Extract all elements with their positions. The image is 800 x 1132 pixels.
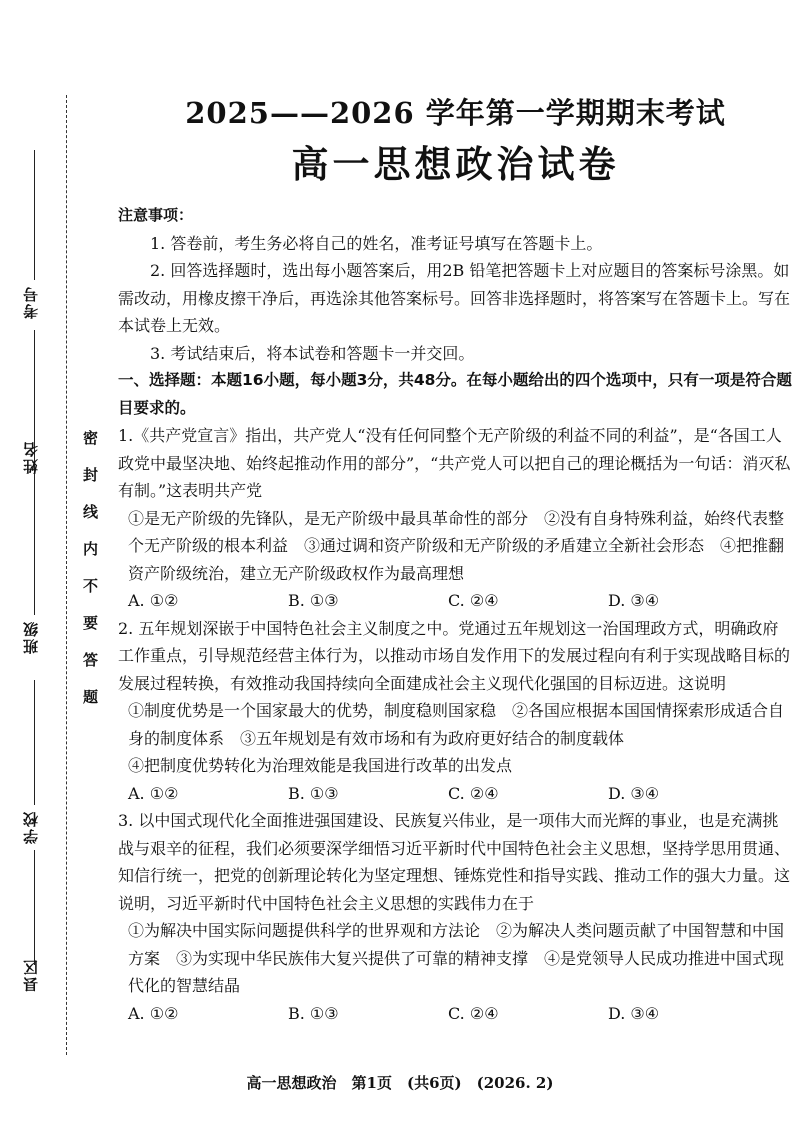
exam-title: 2025——2026 学年第一学期期末考试 <box>185 96 726 130</box>
class-blank <box>34 480 35 615</box>
question-stem: 3. 以中国式现代化全面推进强国建设、民族复兴伟业，是一项伟大而光辉的事业，也是充满挑战与艰辛的征程，我们必须要深学细悟习近平新时代中国特色社会主义思想，坚持学思用贯通、知信行统一，把党的创新理论转化为坚定理想、锤炼党性和指导实践、推动工作的强大力量。这说明，习近平新时代中国特色社会主义思想的实践伟力在于 <box>118 811 791 913</box>
section-heading: 一、选择题：本题16小题，每小题3分，共48分。在每小题给出的四个选项中，只有一项是符合题目要求的。 <box>118 371 792 417</box>
name-label: 姓名 <box>22 440 40 474</box>
question-statements: ①为解决中国实际问题提供科学的世界观和方法论 ②为解决人类问题贡献了中国智慧和中国方案 ③为实现中华民族伟大复兴提供了可靠的精神支撑 ④是党领导人民成功推进中国式现代化的智慧结晶 <box>128 921 785 995</box>
class-label: 班级 <box>22 620 40 654</box>
option-b: B. ①③ <box>288 1003 339 1023</box>
question-statements: ①制度优势是一个国家最大的优势，制度稳则国家稳 ②各国应根据本国国情探索形成适合自身的制度体系 ③五年规划是有效市场和有为政府更好结合的制度载体 <box>128 701 785 748</box>
question-stem: 2. 五年规划深嵌于中国特色社会主义制度之中。党通过五年规划这一治国理政方式，明确政府工作重点，引导规范经营主体行为，以推动市场自发作用下的发展过程向有利于实现战略目标的发展过程转换，有效推动我国持续向全面建成社会主义现代化强国的目标迈进。这说明 <box>118 618 791 693</box>
question-statements: ①是无产阶级的先锋队，是无产阶级中最具革命性的部分 ②没有自身特殊利益，始终代表整个无产阶级的根本利益 ③通过调和资产阶级和无产阶级的矛盾建立全新社会形态 ④把推翻资产阶级统治，建立无产阶级政权作为最高理想 <box>128 508 785 583</box>
exam-paper <box>118 92 793 1027</box>
exam-number-blank <box>34 150 35 280</box>
question-stem: 1.《共产党宣言》指出，共产党人“没有任何同整个无产阶级的利益不同的利益”，是“各国工人政党中最坚决地、始终起推动作用的部分”，“共产党人可以把自己的理论概括为一句话：消灭私有制。”这表明共产党 <box>118 426 791 500</box>
option-c: C. ②④ <box>448 783 499 803</box>
question-options <box>118 780 793 808</box>
exam-subtitle: 高一思想政治试卷 <box>291 142 620 186</box>
question-options <box>118 1000 793 1028</box>
option-b: B. ①③ <box>288 783 339 803</box>
note-item: 3. 考试结束后，将本试卷和答题卡一并交回。 <box>150 343 475 363</box>
option-d: D. ③④ <box>608 591 660 610</box>
school-label: 学校 <box>22 810 40 844</box>
note-item: 1. 答卷前，考生务必将自己的姓名，准考证号填写在答题卡上。 <box>150 233 603 253</box>
option-d: D. ③④ <box>608 1003 660 1023</box>
option-a: A. ①② <box>128 783 179 803</box>
question-1 <box>118 422 793 615</box>
page-footer: 高一思想政治 第1页 (共6页) (2026. 2) <box>246 1074 554 1092</box>
county-label: 县区 <box>22 958 40 992</box>
question-options <box>118 587 793 615</box>
option-c: C. ②④ <box>448 1003 499 1023</box>
exam-body <box>118 202 793 1027</box>
question-2 <box>118 615 793 808</box>
binding-margin <box>0 0 112 1132</box>
note-item: 2. 回答选择题时，选出每小题答案后，用2B 铅笔把答题卡上对应题目的答案标号涂黑。如需改动，用橡皮擦干净后，再选涂其他答案标号。回答非选择题时，将答案写在答题卡上。写在本试卷上无效。 <box>118 261 791 335</box>
option-a: A. ①② <box>128 1003 179 1023</box>
option-d: D. ③④ <box>608 783 660 803</box>
seal-warning: 密封线内不要答题 <box>81 430 99 726</box>
school-blank <box>34 680 35 805</box>
notes-heading: 注意事项： <box>118 206 194 224</box>
question-statements-extra: ④把制度优势转化为治理效能是我国进行改革的出发点 <box>128 756 513 775</box>
option-c: C. ②④ <box>448 591 499 610</box>
question-3 <box>118 807 793 1027</box>
county-blank <box>34 850 35 965</box>
exam-number-label: 考号 <box>22 285 40 319</box>
option-a: A. ①② <box>128 591 179 610</box>
option-b: B. ①③ <box>288 591 339 610</box>
seal-line <box>66 95 67 1055</box>
